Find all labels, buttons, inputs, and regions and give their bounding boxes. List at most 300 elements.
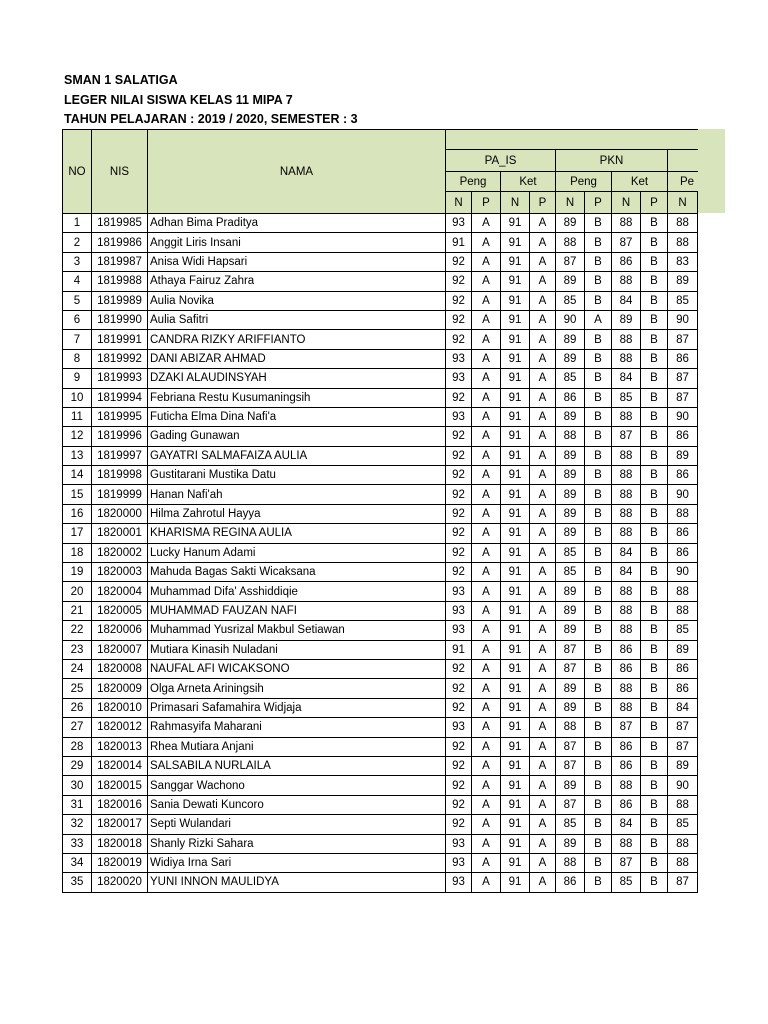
cell-pais-peng-p: A <box>472 718 501 737</box>
cell-pkn-peng-p: B <box>585 427 612 446</box>
col-n-header: N <box>446 192 472 214</box>
cell-pkn-peng-n: 88 <box>556 427 585 446</box>
cell-pais-peng-p: A <box>472 369 501 388</box>
cell-pkn-ket-p: B <box>641 834 668 853</box>
cell-pais-ket-p: A <box>530 272 556 291</box>
cell-no: 10 <box>63 388 92 407</box>
cell-pkn-ket-n: 87 <box>612 718 641 737</box>
table-row <box>63 718 698 737</box>
cell-next-n: 87 <box>668 873 698 892</box>
cell-pais-peng-n: 93 <box>446 853 472 872</box>
cell-pkn-peng-p: B <box>585 291 612 310</box>
cell-pais-ket-n: 91 <box>501 795 530 814</box>
cell-pkn-ket-p: B <box>641 252 668 271</box>
col-n-header: N <box>501 192 530 214</box>
cell-pais-peng-n: 93 <box>446 407 472 426</box>
cell-pkn-peng-n: 89 <box>556 698 585 717</box>
cell-nama: Mahuda Bagas Sakti Wicaksana <box>148 563 446 582</box>
cell-nis: 1819998 <box>92 466 148 485</box>
cell-nama: Sania Dewati Kuncoro <box>148 795 446 814</box>
cell-pais-ket-n: 91 <box>501 291 530 310</box>
cell-pkn-ket-n: 87 <box>612 427 641 446</box>
cell-no: 18 <box>63 543 92 562</box>
cell-pkn-ket-p: B <box>641 485 668 504</box>
cell-nis: 1819994 <box>92 388 148 407</box>
cell-nis: 1819999 <box>92 485 148 504</box>
cell-pkn-peng-n: 85 <box>556 563 585 582</box>
cell-no: 35 <box>63 873 92 892</box>
sub-header-ket: Ket <box>501 172 556 192</box>
cell-pais-ket-p: A <box>530 815 556 834</box>
cell-pkn-peng-p: B <box>585 873 612 892</box>
cell-pais-ket-n: 91 <box>501 407 530 426</box>
table-row <box>63 621 698 640</box>
cell-pkn-ket-p: B <box>641 310 668 329</box>
cell-pkn-ket-n: 86 <box>612 640 641 659</box>
cell-nama: Gustitarani Mustika Datu <box>148 466 446 485</box>
cell-no: 16 <box>63 504 92 523</box>
cell-pais-peng-p: A <box>472 659 501 678</box>
cell-nama: Rahmasyifa Maharani <box>148 718 446 737</box>
cell-no: 8 <box>63 349 92 368</box>
cell-pkn-ket-p: B <box>641 446 668 465</box>
subject-header-pkn: PKN <box>556 150 668 172</box>
cell-nis: 1820007 <box>92 640 148 659</box>
cell-next-n: 86 <box>668 349 698 368</box>
col-no-header: NO <box>63 130 92 214</box>
cell-no: 32 <box>63 815 92 834</box>
table-row <box>63 795 698 814</box>
cell-pais-ket-p: A <box>530 659 556 678</box>
cell-no: 34 <box>63 853 92 872</box>
cell-pais-peng-n: 92 <box>446 795 472 814</box>
cell-nama: Gading Gunawan <box>148 427 446 446</box>
cell-nama: KHARISMA REGINA AULIA <box>148 524 446 543</box>
cell-pkn-ket-p: B <box>641 214 668 233</box>
cell-pais-ket-n: 91 <box>501 853 530 872</box>
table-row <box>63 349 698 368</box>
cell-nis: 1819989 <box>92 291 148 310</box>
cell-pais-peng-p: A <box>472 776 501 795</box>
cell-pais-peng-n: 91 <box>446 640 472 659</box>
cell-pais-ket-p: A <box>530 446 556 465</box>
cell-pkn-peng-p: B <box>585 563 612 582</box>
cell-pais-peng-n: 93 <box>446 621 472 640</box>
cell-nama: Lucky Hanum Adami <box>148 543 446 562</box>
cell-pkn-ket-p: B <box>641 659 668 678</box>
cell-next-n: 88 <box>668 834 698 853</box>
cell-nama: Febriana Restu Kusumaningsih <box>148 388 446 407</box>
cell-pais-peng-p: A <box>472 466 501 485</box>
cell-next-n: 88 <box>668 233 698 252</box>
cell-pais-ket-n: 91 <box>501 621 530 640</box>
cell-no: 14 <box>63 466 92 485</box>
table-row <box>63 388 698 407</box>
cell-pkn-peng-p: B <box>585 737 612 756</box>
cell-pkn-peng-p: B <box>585 543 612 562</box>
cell-pais-ket-n: 91 <box>501 815 530 834</box>
table-row <box>63 582 698 601</box>
cell-pkn-peng-n: 85 <box>556 815 585 834</box>
table-row <box>63 291 698 310</box>
table-row <box>63 873 698 892</box>
cell-pkn-peng-p: B <box>585 330 612 349</box>
cell-pais-ket-n: 91 <box>501 388 530 407</box>
cell-nis: 1820008 <box>92 659 148 678</box>
cell-no: 28 <box>63 737 92 756</box>
cell-nis: 1819995 <box>92 407 148 426</box>
cell-nis: 1820019 <box>92 853 148 872</box>
cell-pkn-ket-p: B <box>641 601 668 620</box>
cell-nis: 1820012 <box>92 718 148 737</box>
cell-pkn-peng-p: B <box>585 698 612 717</box>
cell-next-n: 90 <box>668 776 698 795</box>
cell-pais-ket-p: A <box>530 621 556 640</box>
cell-pkn-peng-n: 87 <box>556 659 585 678</box>
cell-pais-peng-p: A <box>472 407 501 426</box>
cell-pais-ket-n: 91 <box>501 640 530 659</box>
cell-pais-peng-n: 92 <box>446 815 472 834</box>
cell-nama: SALSABILA NURLAILA <box>148 756 446 775</box>
table-row <box>63 815 698 834</box>
cell-nama: Anisa Widi Hapsari <box>148 252 446 271</box>
cell-pkn-peng-p: B <box>585 640 612 659</box>
cell-nis: 1819993 <box>92 369 148 388</box>
cell-pkn-ket-n: 88 <box>612 407 641 426</box>
cell-pais-ket-n: 91 <box>501 427 530 446</box>
cell-no: 15 <box>63 485 92 504</box>
cell-nis: 1820017 <box>92 815 148 834</box>
cell-pkn-peng-p: B <box>585 252 612 271</box>
col-p-header: P <box>641 192 668 214</box>
cell-pkn-ket-n: 88 <box>612 466 641 485</box>
cell-pais-peng-n: 92 <box>446 659 472 678</box>
cell-pais-ket-n: 91 <box>501 233 530 252</box>
cell-pais-peng-p: A <box>472 563 501 582</box>
cell-pkn-ket-p: B <box>641 466 668 485</box>
cell-pais-peng-n: 93 <box>446 214 472 233</box>
table-row <box>63 756 698 775</box>
cell-next-n: 89 <box>668 272 698 291</box>
cell-pais-peng-n: 92 <box>446 272 472 291</box>
cell-pkn-ket-p: B <box>641 582 668 601</box>
cell-pais-ket-p: A <box>530 233 556 252</box>
sub-header-peng: Peng <box>556 172 612 192</box>
cell-nis: 1819985 <box>92 214 148 233</box>
cell-pkn-peng-n: 85 <box>556 543 585 562</box>
cell-pkn-ket-n: 84 <box>612 815 641 834</box>
cell-nama: Muhammad Yusrizal Makbul Setiawan <box>148 621 446 640</box>
cell-next-n: 86 <box>668 679 698 698</box>
cell-pais-peng-p: A <box>472 601 501 620</box>
table-body <box>63 214 698 893</box>
cell-pkn-peng-p: A <box>585 310 612 329</box>
cell-pkn-peng-p: B <box>585 388 612 407</box>
cell-pais-ket-n: 91 <box>501 601 530 620</box>
cell-no: 1 <box>63 214 92 233</box>
cell-pkn-ket-p: B <box>641 640 668 659</box>
subject-header-next <box>668 150 698 172</box>
cell-no: 21 <box>63 601 92 620</box>
cell-pkn-ket-n: 84 <box>612 291 641 310</box>
cell-nama: CANDRA RIZKY ARIFFIANTO <box>148 330 446 349</box>
cell-pais-ket-p: A <box>530 834 556 853</box>
cell-no: 3 <box>63 252 92 271</box>
col-p-header: P <box>472 192 501 214</box>
cell-pkn-ket-p: B <box>641 388 668 407</box>
table-row <box>63 563 698 582</box>
cell-pais-peng-p: A <box>472 524 501 543</box>
cell-pais-peng-p: A <box>472 756 501 775</box>
cell-pkn-peng-p: B <box>585 853 612 872</box>
cell-pkn-peng-n: 87 <box>556 756 585 775</box>
cell-pkn-ket-p: B <box>641 795 668 814</box>
cell-pais-ket-p: A <box>530 698 556 717</box>
cell-pais-peng-p: A <box>472 698 501 717</box>
cell-pais-peng-n: 91 <box>446 233 472 252</box>
table-row <box>63 272 698 291</box>
table-row <box>63 330 698 349</box>
cell-nis: 1820002 <box>92 543 148 562</box>
cell-pais-ket-n: 91 <box>501 698 530 717</box>
cell-no: 2 <box>63 233 92 252</box>
cell-pkn-ket-n: 88 <box>612 621 641 640</box>
cell-pkn-ket-p: B <box>641 679 668 698</box>
cell-pkn-peng-n: 88 <box>556 718 585 737</box>
cell-next-n: 88 <box>668 853 698 872</box>
cell-nis: 1820018 <box>92 834 148 853</box>
cell-next-n: 87 <box>668 718 698 737</box>
cell-pais-peng-n: 93 <box>446 582 472 601</box>
table-row <box>63 640 698 659</box>
cell-next-n: 86 <box>668 543 698 562</box>
cell-no: 24 <box>63 659 92 678</box>
cell-pkn-ket-n: 88 <box>612 349 641 368</box>
header-fill-extension <box>697 129 725 213</box>
cell-pkn-peng-n: 87 <box>556 737 585 756</box>
cell-pais-ket-n: 91 <box>501 330 530 349</box>
cell-pais-ket-p: A <box>530 718 556 737</box>
cell-pkn-peng-n: 88 <box>556 233 585 252</box>
cell-no: 7 <box>63 330 92 349</box>
cell-pais-peng-n: 92 <box>446 446 472 465</box>
cell-pais-peng-n: 92 <box>446 776 472 795</box>
table-row <box>63 776 698 795</box>
cell-pkn-ket-n: 88 <box>612 524 641 543</box>
cell-pais-ket-p: A <box>530 504 556 523</box>
cell-pais-peng-n: 92 <box>446 698 472 717</box>
col-p-header: P <box>585 192 612 214</box>
cell-pkn-ket-n: 87 <box>612 233 641 252</box>
cell-pkn-peng-p: B <box>585 756 612 775</box>
cell-nis: 1820009 <box>92 679 148 698</box>
cell-pkn-peng-p: B <box>585 776 612 795</box>
cell-no: 19 <box>63 563 92 582</box>
cell-nama: DANI ABIZAR AHMAD <box>148 349 446 368</box>
table-row <box>63 504 698 523</box>
cell-pais-ket-p: A <box>530 427 556 446</box>
cell-pais-ket-n: 91 <box>501 756 530 775</box>
cell-pais-peng-p: A <box>472 252 501 271</box>
cell-pkn-peng-n: 85 <box>556 291 585 310</box>
cell-pkn-ket-p: B <box>641 718 668 737</box>
cell-pais-ket-n: 91 <box>501 679 530 698</box>
document-title: LEGER NILAI SISWA KELAS 11 MIPA 7 <box>64 92 293 107</box>
cell-no: 25 <box>63 679 92 698</box>
cell-pkn-peng-n: 89 <box>556 582 585 601</box>
table-row <box>63 601 698 620</box>
cell-no: 29 <box>63 756 92 775</box>
cell-pais-ket-p: A <box>530 563 556 582</box>
academic-year: TAHUN PELAJARAN : 2019 / 2020, SEMESTER : 3 <box>64 112 358 126</box>
cell-next-n: 87 <box>668 388 698 407</box>
cell-pais-peng-n: 92 <box>446 504 472 523</box>
cell-nama: Rhea Mutiara Anjani <box>148 737 446 756</box>
cell-pais-ket-p: A <box>530 252 556 271</box>
cell-nis: 1819986 <box>92 233 148 252</box>
cell-pais-peng-p: A <box>472 310 501 329</box>
cell-pkn-ket-p: B <box>641 776 668 795</box>
col-p-header: P <box>530 192 556 214</box>
cell-pkn-peng-n: 89 <box>556 776 585 795</box>
cell-pkn-ket-p: B <box>641 291 668 310</box>
cell-no: 4 <box>63 272 92 291</box>
document-header <box>64 71 358 130</box>
cell-nama: Septi Wulandari <box>148 815 446 834</box>
table-row <box>63 466 698 485</box>
cell-pais-ket-n: 91 <box>501 563 530 582</box>
cell-next-n: 86 <box>668 524 698 543</box>
cell-pais-peng-n: 92 <box>446 543 472 562</box>
col-n-header: N <box>668 192 698 214</box>
cell-pkn-ket-n: 86 <box>612 795 641 814</box>
cell-next-n: 87 <box>668 737 698 756</box>
table-row <box>63 446 698 465</box>
cell-next-n: 89 <box>668 640 698 659</box>
cell-pkn-peng-n: 89 <box>556 466 585 485</box>
table-row <box>63 698 698 717</box>
cell-nama: YUNI INNON MAULIDYA <box>148 873 446 892</box>
cell-pkn-peng-p: B <box>585 718 612 737</box>
cell-pais-peng-p: A <box>472 214 501 233</box>
cell-pkn-ket-p: B <box>641 330 668 349</box>
cell-pkn-ket-p: B <box>641 407 668 426</box>
cell-pais-ket-n: 91 <box>501 369 530 388</box>
cell-next-n: 87 <box>668 369 698 388</box>
cell-next-n: 86 <box>668 427 698 446</box>
cell-pkn-ket-n: 88 <box>612 698 641 717</box>
cell-nama: Anggit Liris Insani <box>148 233 446 252</box>
cell-pais-peng-n: 93 <box>446 873 472 892</box>
cell-next-n: 90 <box>668 563 698 582</box>
cell-pais-ket-p: A <box>530 214 556 233</box>
cell-nama: Athaya Fairuz Zahra <box>148 272 446 291</box>
cell-pais-ket-p: A <box>530 485 556 504</box>
table-row <box>63 834 698 853</box>
table-row <box>63 214 698 233</box>
cell-pkn-ket-n: 86 <box>612 737 641 756</box>
cell-pkn-ket-p: B <box>641 563 668 582</box>
cell-pkn-ket-n: 85 <box>612 873 641 892</box>
cell-no: 20 <box>63 582 92 601</box>
cell-pkn-peng-p: B <box>585 524 612 543</box>
cell-pais-ket-p: A <box>530 388 556 407</box>
cell-pais-peng-p: A <box>472 388 501 407</box>
cell-pais-peng-p: A <box>472 291 501 310</box>
table-row <box>63 407 698 426</box>
cell-nama: MUHAMMAD FAUZAN NAFI <box>148 601 446 620</box>
cell-pais-ket-n: 91 <box>501 718 530 737</box>
cell-pkn-peng-p: B <box>585 233 612 252</box>
cell-pkn-ket-n: 88 <box>612 330 641 349</box>
cell-next-n: 85 <box>668 291 698 310</box>
cell-nis: 1819996 <box>92 427 148 446</box>
cell-pkn-peng-p: B <box>585 834 612 853</box>
cell-pais-peng-n: 92 <box>446 252 472 271</box>
cell-next-n: 85 <box>668 621 698 640</box>
cell-pais-peng-p: A <box>472 349 501 368</box>
cell-pkn-peng-n: 89 <box>556 330 585 349</box>
table-row <box>63 679 698 698</box>
cell-pais-ket-p: A <box>530 369 556 388</box>
cell-next-n: 86 <box>668 466 698 485</box>
subject-group-header <box>446 130 698 150</box>
cell-pkn-ket-p: B <box>641 524 668 543</box>
cell-pkn-peng-p: B <box>585 349 612 368</box>
cell-pais-ket-n: 91 <box>501 834 530 853</box>
cell-pkn-ket-p: B <box>641 737 668 756</box>
cell-pkn-peng-p: B <box>585 407 612 426</box>
cell-pkn-ket-p: B <box>641 853 668 872</box>
cell-pais-peng-p: A <box>472 621 501 640</box>
cell-pais-ket-n: 91 <box>501 446 530 465</box>
cell-nama: Aulia Novika <box>148 291 446 310</box>
cell-nama: Primasari Safamahira Widjaja <box>148 698 446 717</box>
cell-pais-ket-n: 91 <box>501 582 530 601</box>
cell-pais-peng-n: 93 <box>446 349 472 368</box>
cell-pkn-peng-n: 89 <box>556 524 585 543</box>
cell-pais-peng-n: 93 <box>446 369 472 388</box>
cell-next-n: 90 <box>668 407 698 426</box>
cell-next-n: 90 <box>668 485 698 504</box>
cell-pais-peng-n: 93 <box>446 834 472 853</box>
cell-pkn-peng-n: 89 <box>556 407 585 426</box>
cell-pais-ket-p: A <box>530 582 556 601</box>
col-nis-header: NIS <box>92 130 148 214</box>
cell-pais-peng-n: 92 <box>446 427 472 446</box>
cell-no: 17 <box>63 524 92 543</box>
cell-nama: Hilma Zahrotul Hayya <box>148 504 446 523</box>
cell-pkn-ket-n: 86 <box>612 659 641 678</box>
cell-pkn-ket-n: 84 <box>612 369 641 388</box>
sub-header-peng: Peng <box>446 172 501 192</box>
cell-pkn-peng-p: B <box>585 214 612 233</box>
cell-no: 26 <box>63 698 92 717</box>
cell-pkn-ket-n: 88 <box>612 504 641 523</box>
cell-pkn-peng-p: B <box>585 582 612 601</box>
table-row <box>63 659 698 678</box>
cell-pais-ket-p: A <box>530 679 556 698</box>
cell-nis: 1819990 <box>92 310 148 329</box>
cell-pkn-ket-p: B <box>641 756 668 775</box>
cell-pais-peng-p: A <box>472 272 501 291</box>
cell-pais-ket-n: 91 <box>501 737 530 756</box>
table-row <box>63 853 698 872</box>
cell-pais-ket-n: 91 <box>501 504 530 523</box>
table-row <box>63 233 698 252</box>
cell-pkn-peng-n: 86 <box>556 388 585 407</box>
cell-pkn-ket-p: B <box>641 815 668 834</box>
